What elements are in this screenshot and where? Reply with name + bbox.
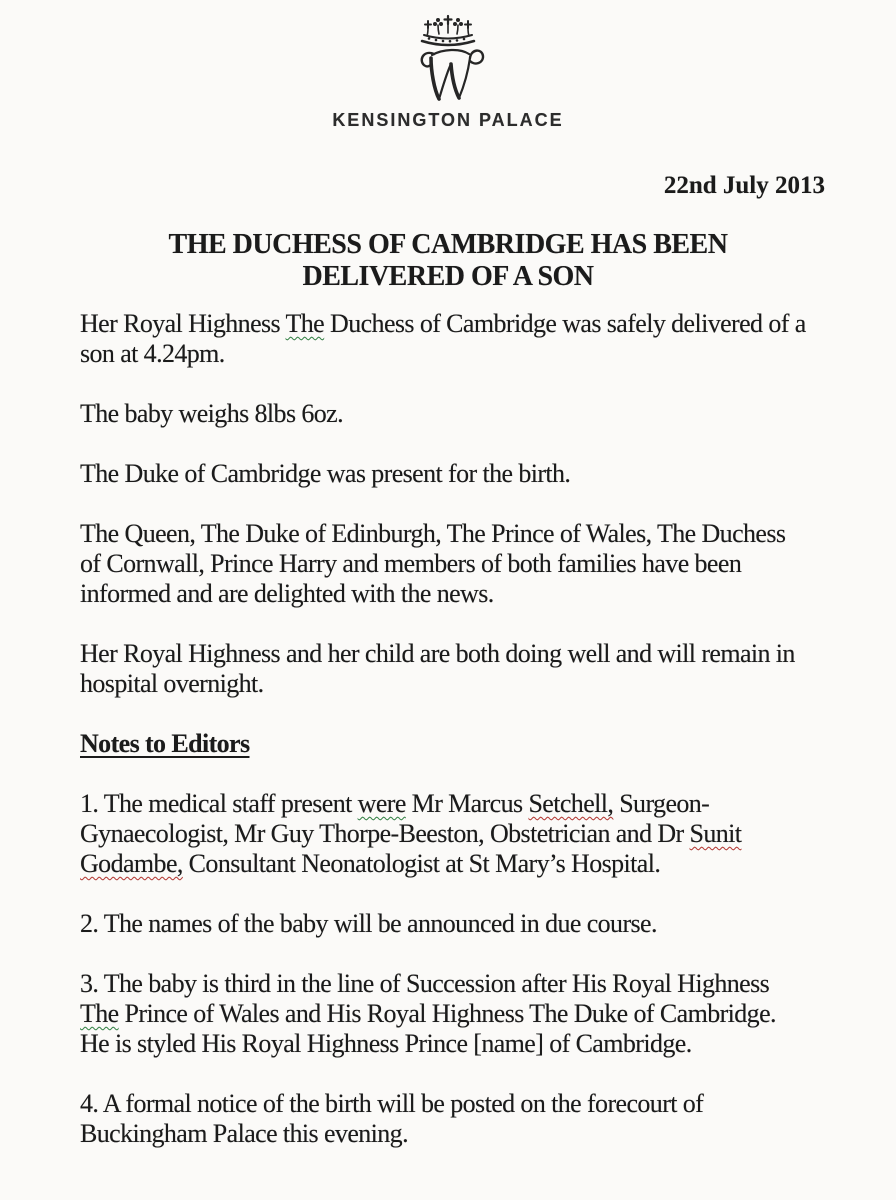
text-line: Her Royal Highness and her child are both doing well and will remain in [80, 639, 795, 668]
text-segment: Gynaecologist, Mr Guy Thorpe-Beeston, Obstetrician and Dr [80, 819, 690, 848]
text-line: 3. The baby is third in the line of Succession after His Royal Highness [80, 969, 770, 998]
paragraph-doing-well [80, 639, 896, 699]
grammar-flagged-word: were [357, 789, 406, 818]
text-segment: 1. The medical staff present [80, 789, 358, 818]
letterhead [0, 0, 896, 131]
text-line: The Queen, The Duke of Edinburgh, The Prince of Wales, The Duchess [80, 519, 786, 548]
text-segment: Her Royal Highness [80, 309, 286, 338]
title-line-1: THE DUCHESS OF CAMBRIDGE HAS BEEN [168, 229, 728, 260]
text-line: 2. The names of the baby will be announced in due course. [80, 909, 657, 938]
text-segment: Mr Marcus [405, 789, 529, 818]
text-segment: Duchess of Cambridge was safely delivered of a [324, 309, 806, 338]
paragraph-family-informed [80, 519, 896, 609]
note-item-3 [80, 969, 896, 1059]
note-item-4 [80, 1089, 896, 1149]
text-line: hospital overnight. [80, 669, 264, 698]
crown-monogram-icon [396, 8, 500, 108]
text-line: informed and are delighted with the news. [80, 579, 494, 608]
spelling-flagged-word: Sunit [689, 819, 742, 848]
release-date: 22nd July 2013 [663, 172, 825, 199]
title-line-2: DELIVERED OF A SON [302, 261, 594, 292]
paragraph-duke-present [80, 459, 896, 489]
press-release-title [0, 229, 896, 293]
paragraph-delivery [80, 309, 896, 369]
text-line: The Duke of Cambridge was present for the birth. [80, 459, 571, 488]
note-item-1 [80, 789, 896, 879]
note-item-2 [80, 909, 896, 939]
spelling-flagged-word: Setchell, [528, 789, 614, 818]
text-line: son at 4.24pm. [80, 339, 225, 368]
spelling-flagged-word: Godambe, [80, 849, 183, 878]
notes-to-editors-heading: Notes to Editors [80, 729, 250, 758]
paragraph-weight [80, 399, 896, 429]
text-line: of Cornwall, Prince Harry and members of both families have been [80, 549, 742, 578]
text-segment: Prince of Wales and His Royal Highness The Duke of Cambridge. [118, 999, 776, 1028]
text-line: The baby weighs 8lbs 6oz. [80, 399, 344, 428]
document-body [80, 309, 896, 1149]
grammar-flagged-word: The [80, 999, 119, 1028]
text-line: Buckingham Palace this evening. [80, 1119, 408, 1148]
org-name: KENSINGTON PALACE [332, 110, 564, 130]
text-segment: Consultant Neonatologist at St Mary’s Hospital. [182, 849, 661, 878]
text-line: 4. A formal notice of the birth will be posted on the forecourt of [80, 1089, 704, 1118]
text-segment: Surgeon- [613, 789, 710, 818]
grammar-flagged-word: The [285, 309, 325, 338]
text-line: He is styled His Royal Highness Prince [name] of Cambridge. [80, 1029, 692, 1058]
